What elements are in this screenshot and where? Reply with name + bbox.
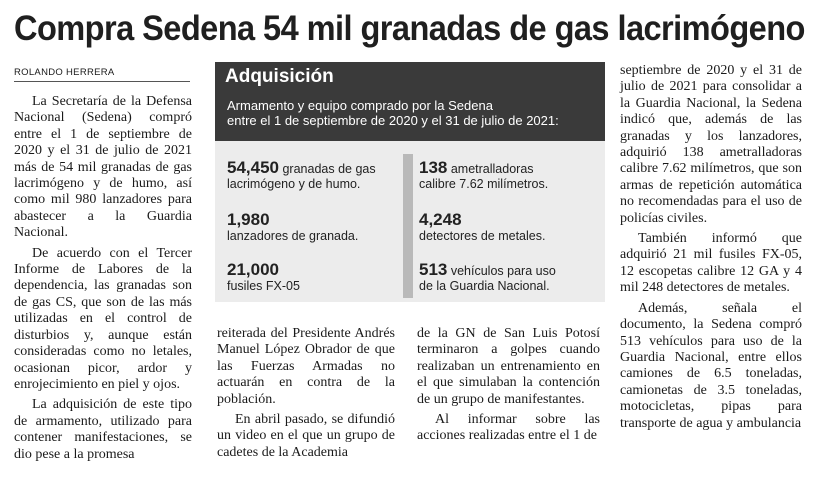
stat-text: ametralladoras	[447, 162, 534, 176]
stat-text: lanzadores de granada.	[227, 229, 359, 243]
stat-launchers	[227, 212, 358, 244]
headline: Compra Sedena 54 mil granadas de gas lacrimógeno	[14, 9, 805, 48]
paragraph: La adquisición de este tipo de armamento, utilizado para contener manifestaciones, se dio pese a la promesa	[14, 397, 192, 462]
infobox-subtitle-line: entre el 1 de septiembre de 2020 y el 31 de julio de 2021:	[227, 113, 559, 128]
article-column-1	[14, 94, 192, 463]
stat-text: granadas de gas	[279, 162, 376, 176]
stat-grenades	[227, 160, 376, 192]
stat-number: 21,000	[227, 260, 279, 279]
infobox-subtitle-line: Armamento y equipo comprado por la Sedena	[227, 98, 493, 113]
stat-text: detectores de metales.	[419, 229, 546, 243]
stat-number: 513	[419, 260, 448, 279]
stat-number: 4,248	[419, 210, 462, 229]
paragraph: De acuerdo con el Tercer Informe de Labores de la dependencia, las granadas son de gas CS, que son de las más utilizadas en el control de disturbios y, aunque están consideradas como no letales, ocasionan picor, ardor y enrojecimiento en piel y ojos.	[14, 245, 192, 392]
paragraph: Además, señala el documento, la Sedena compró 513 vehículos para uso de la Guardia Nacional, entre ellos camiones de 6.5 toneladas, camionetas de 3.5 toneladas, motocicletas, pipas para transporte de agua y ambulancia	[620, 300, 802, 431]
paragraph: septiembre de 2020 y el 31 de julio de 2021 para consolidar a la Guardia Nacional, la Sedena indicó que, además de las granadas y los lanzadores, adquirió 138 ametralladoras calibre 7.62 milímetros, que son armas de repetición automática no recomendadas para el uso de policías civiles.	[620, 63, 802, 226]
paragraph: de la GN de San Luis Potosí terminaron a golpes cuando realizaban un entrenamiento en el que simulaban la contención de un grupo de manifestantes.	[417, 326, 600, 407]
stat-text: fusiles FX-05	[227, 279, 300, 293]
stat-text: de la Guardia Nacional.	[419, 279, 550, 293]
paragraph: También informó que adquirió 21 mil fusiles FX-05, 12 escopetas calibre 12 GA y 4 mil 248 detectores de metales.	[620, 231, 802, 296]
infobox-subtitle	[215, 91, 605, 141]
paragraph: reiterada del Presidente Andrés Manuel López Obrador de que las Fuerzas Armadas no actuarán en contra de la población.	[217, 326, 395, 407]
stat-machine-guns	[419, 160, 548, 192]
stat-vehicles	[419, 262, 556, 294]
stat-number: 138	[419, 158, 448, 177]
stat-rifles	[227, 262, 300, 294]
paragraph: Al informar sobre las acciones realizadas entre el 1 de	[417, 412, 600, 444]
stat-metal-detectors	[419, 212, 545, 244]
paragraph: En abril pasado, se difundió un video en el que un grupo de cadetes de la Academia	[217, 412, 395, 460]
infobox-title: Adquisición	[215, 62, 605, 91]
article-column-2	[217, 326, 395, 461]
paragraph: La Secretaría de la Defensa Nacional (Sedena) compró entre el 1 de septiembre de 2020 y el 31 de julio de 2021 más de 54 mil granadas de gas lacrimógeno y de humo, así como mil 980 lanzadores para abastecer a la Guardia Nacional.	[14, 94, 192, 241]
stat-text: lacrimógeno y de humo.	[227, 177, 361, 191]
acquisition-infobox	[215, 62, 605, 302]
article-column-3	[417, 326, 600, 445]
article-column-4	[620, 63, 802, 432]
byline: ROLANDO HERRERA	[14, 66, 190, 82]
stat-text: vehículos para uso	[447, 264, 556, 278]
stat-text: calibre 7.62 milímetros.	[419, 177, 549, 191]
infobox-divider-bar	[403, 154, 413, 298]
stat-number: 54,450	[227, 158, 279, 177]
stat-number: 1,980	[227, 210, 270, 229]
